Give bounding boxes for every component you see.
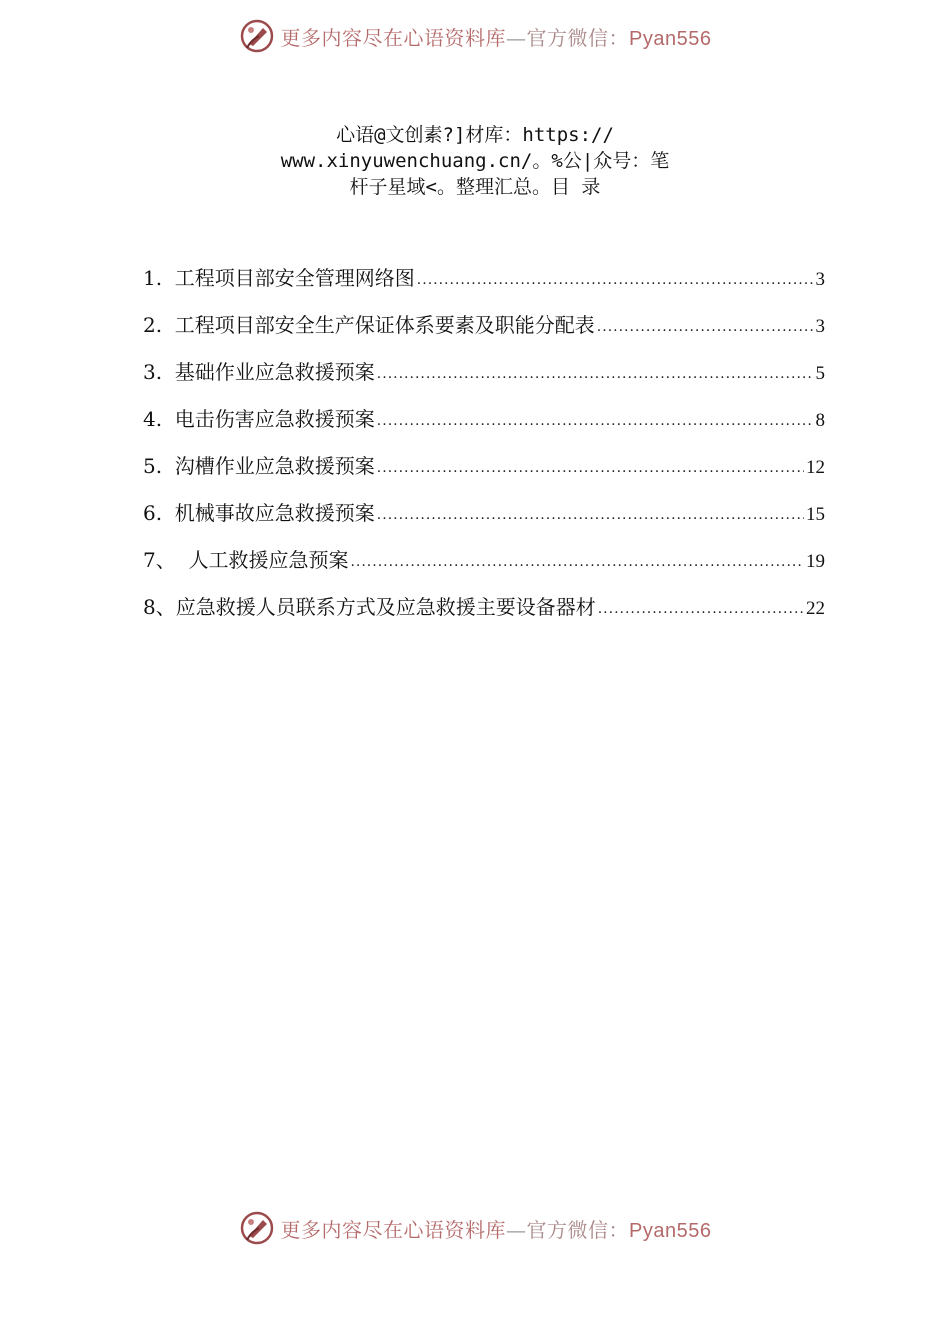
toc-entry[interactable]	[143, 450, 825, 497]
banner-content	[239, 1210, 712, 1246]
banner-wechat-label: 官方微信：	[526, 25, 630, 50]
banner-main-text: 更多内容尽在心语资料库	[280, 25, 507, 50]
toc-leader-dots	[377, 413, 814, 429]
toc-entry[interactable]	[143, 544, 825, 591]
toc-entry-number: 2.	[143, 313, 175, 337]
toc-entry-title: 电击伤害应急救援预案	[174, 407, 375, 431]
toc-entry[interactable]	[143, 309, 825, 356]
toc-entry-title: 人工救援应急预案	[188, 548, 349, 572]
toc-entry[interactable]	[143, 403, 825, 450]
toc-entry-page: 3	[815, 316, 825, 337]
bottom-banner	[0, 1206, 950, 1250]
banner-main-text: 更多内容尽在心语资料库	[280, 1217, 507, 1242]
toc-entry-title: 工程项目部安全管理网络图	[174, 266, 415, 290]
banner-wechat-id: Pyan556	[629, 1219, 712, 1242]
toc-entry-page: 8	[815, 410, 825, 431]
document-header	[180, 122, 770, 200]
toc-leader-dots	[377, 460, 804, 476]
toc-entry-title: 机械事故应急救援预案	[174, 501, 375, 525]
table-of-contents	[143, 262, 825, 638]
toc-entry-page: 3	[815, 269, 825, 290]
toc-entry-page: 19	[806, 551, 825, 572]
toc-entry-number: 8、	[143, 595, 176, 619]
header-line-1: 心语@文创素?]材库：https://	[336, 124, 614, 146]
toc-leader-dots	[598, 601, 804, 617]
toc-leader-dots	[597, 319, 814, 335]
banner-text	[281, 22, 712, 51]
banner-wechat-label: 官方微信：	[526, 1217, 630, 1242]
toc-leader-dots	[377, 507, 804, 523]
toc-entry[interactable]	[143, 591, 825, 638]
header-line-3: 杆子星域<。整理汇总。目 录	[349, 176, 601, 198]
banner-text	[281, 1214, 712, 1243]
toc-entry[interactable]	[143, 497, 825, 544]
header-line-2: www.xinyuwenchuang.cn/。%公|众号：笔	[280, 150, 670, 172]
toc-entry-page: 22	[806, 598, 825, 619]
toc-entry-number: 3.	[143, 360, 175, 384]
toc-entry-number: 1.	[143, 266, 175, 290]
toc-entry-title: 应急救援人员联系方式及应急救援主要设备器材	[175, 595, 596, 619]
toc-entry[interactable]	[143, 356, 825, 403]
toc-entry-title: 沟槽作业应急救援预案	[174, 454, 375, 478]
toc-leader-dots	[377, 366, 814, 382]
toc-leader-dots	[350, 554, 804, 570]
toc-entry-page: 15	[806, 504, 825, 525]
banner-separator: —	[506, 25, 527, 50]
toc-leader-dots	[417, 272, 814, 288]
toc-entry-page: 5	[815, 363, 825, 384]
toc-entry-number: 4.	[143, 407, 175, 431]
top-banner	[0, 14, 950, 58]
toc-entry[interactable]	[143, 262, 825, 309]
toc-entry-title: 工程项目部安全生产保证体系要素及职能分配表	[174, 313, 595, 337]
pen-nib-logo-icon	[239, 1210, 275, 1246]
banner-separator: —	[506, 1217, 527, 1242]
toc-entry-number: 5.	[143, 454, 175, 478]
toc-entry-number: 7、	[143, 548, 189, 572]
toc-entry-page: 12	[806, 457, 825, 478]
toc-entry-title: 基础作业应急救援预案	[174, 360, 375, 384]
banner-content	[239, 18, 712, 54]
banner-wechat-id: Pyan556	[629, 27, 712, 50]
toc-entry-number: 6.	[143, 501, 175, 525]
pen-nib-logo-icon	[239, 18, 275, 54]
